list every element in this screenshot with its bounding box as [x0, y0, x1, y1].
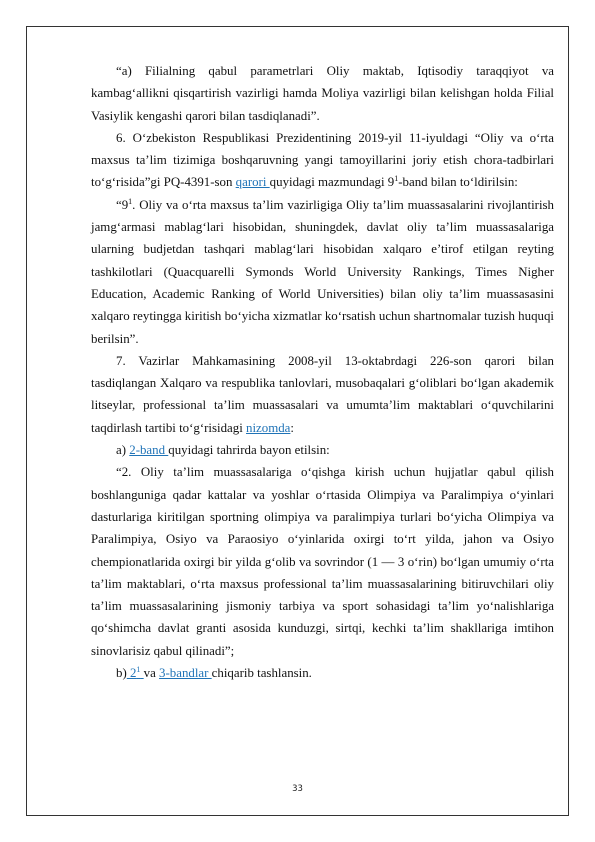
link-text: 2 — [126, 666, 137, 681]
paragraph-text: 7. Vazirlar Mahkamasining 2008-yil 13-oktabrdagi 226-son qarori bilan tasdiqlangan Xalqaro va respublika tanlovlari, musobaqalari g‘oliblari bo‘lgan akademik litseylar, professional ta’lim muassasalari va umumta’lim maktablari o‘quvchilarini taqdirlash tartibi to‘g‘risidagi — [91, 353, 554, 435]
superscript: 1 — [136, 665, 141, 675]
paragraph-item-a — [91, 439, 554, 461]
document-body — [91, 60, 554, 684]
paragraph-text: va — [143, 666, 160, 681]
paragraph-text: b) — [116, 666, 127, 681]
superscript: 1 — [128, 196, 133, 206]
paragraph-text: “2. Oliy ta’lim muassasalariga o‘qishga kirish uchun hujjatlar qabul qilish boshlanguniga qadar kattalar va yoshlar o‘rtasida Olimpiya va Paralimpiya o‘yinlari dasturlariga kiritilgan sportning olimpiya va paralimpiya turlari bo‘yicha Olimpiya va Paralimpiya, Osiyo va Paraosiyo o‘yinlarida oxirgi to‘rt yilda, jahon va Osiyo chempionatlarida oxirgi bir yilda g‘olib va sovrindor (1 — 3 o‘rin) bo‘lgan umumiy o‘rta ta’lim maktablari, o‘rta maxsus professional ta’lim muassasalarining bitiruvchilari oliy ta’lim muassasalarining jismoniy tarbiya va sport sohasidagi ta’lim yo‘nalishlariga qo‘shimcha davlat granti asosida kunduzgi, sirtqi, kechki ta’lim shakllariga imtihon sinovlarisiz qabul qilinadi”; — [91, 465, 554, 658]
paragraph-filial-parameters — [91, 60, 554, 127]
paragraph-text: quyidagi tahrirda bayon etilsin: — [168, 443, 330, 458]
page-number: 33 — [292, 784, 303, 794]
paragraph-text: 6. O‘zbekiston Respublikasi Prezidentining 2019-yil 11-iyuldagi “Oliy va o‘rta maxsus ta’lim tizimiga boshqaruvning yangi tamoyillarini joriy etish chora-tadbirlari to‘g‘risida”gi PQ-4391-son — [91, 130, 554, 190]
paragraph-text: “9 — [116, 197, 129, 212]
band-2-1-link[interactable] — [127, 666, 144, 680]
paragraph-text: “a) Filialning qabul parametrlari Oliy maktab, Iqtisodiy taraqqiyot va kambag‘allikni qisqartirish vazirligi hamda Moliya vazirligi bilan kelishgan holda Filial Vasiylik kengashi qarori bilan tasdiqlanadi”. — [91, 64, 554, 123]
nizomda-link[interactable]: nizomda — [246, 420, 291, 435]
paragraph-item-2-text — [91, 461, 554, 662]
qarori-link[interactable]: qarori — [235, 175, 270, 190]
paragraph-item-9-1 — [91, 194, 554, 350]
bandlar-3-link[interactable]: 3-bandlar — [159, 666, 212, 681]
paragraph-item-b — [91, 662, 554, 684]
paragraph-text: chiqarib tashlansin. — [211, 666, 312, 681]
paragraph-item-6 — [91, 127, 554, 194]
superscript: 1 — [394, 174, 399, 184]
paragraph-text: quyidagi mazmundagi 9 — [269, 175, 395, 190]
paragraph-text: . Oliy va o‘rta maxsus ta’lim vazirligiga Oliy ta’lim muassasalarini rivojlantirish jamg‘armasi mablag‘lari hisobidan, shuningdek, davlat oliy ta’lim muassasalariga ularning budjetdan tashqari mablag‘lari hisobidan xalqaro e’tirof etilgan reyting tashkilotlari (Quacquarelli Symonds World University Rankings, Times Nigher Education, Academic Ranking of World Universities) bilan oliy ta’lim muassasasini xalqaro reytingga kiritish bo‘yicha xizmatlar ko‘rsatish uchun shartnomalar tuzish huquqi berilsin”. — [91, 197, 554, 346]
paragraph-text: -band bilan to‘ldirilsin: — [398, 175, 518, 190]
band-2-link[interactable]: 2-band — [129, 443, 169, 458]
paragraph-text: : — [290, 420, 294, 435]
paragraph-item-7 — [91, 350, 554, 439]
paragraph-text: a) — [116, 443, 130, 458]
